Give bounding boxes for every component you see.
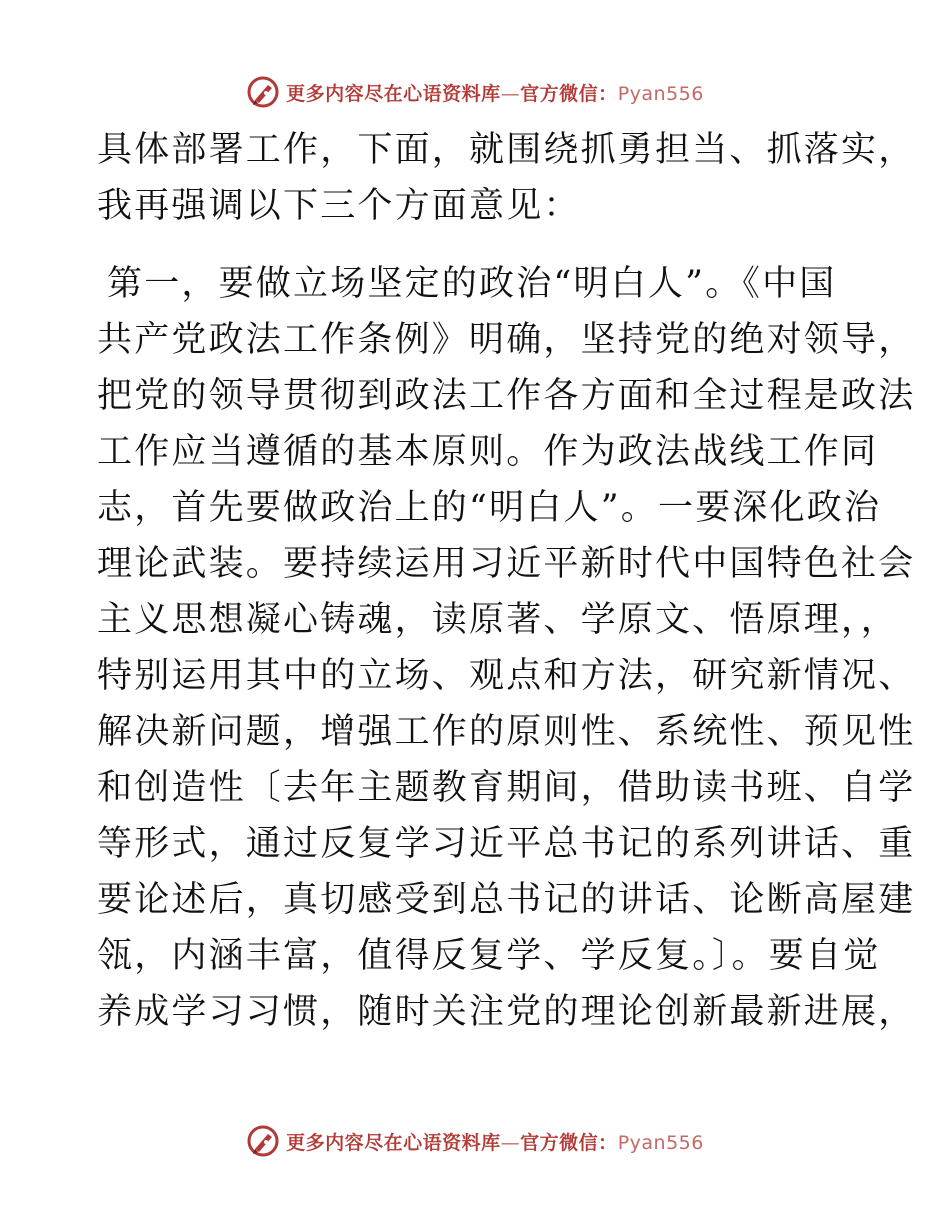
header-watermark-banner bbox=[0, 72, 950, 112]
text-line: 共产党政法工作条例》明确，坚持党的绝对领导， bbox=[97, 320, 916, 360]
text-line: 养成学习习惯，随时关注党的理论创新最新进展， bbox=[97, 992, 916, 1032]
watermark-text: 更多内容尽在心语资料库—官方微信：Pyan556 bbox=[286, 1131, 704, 1154]
paragraph-first-point bbox=[97, 256, 916, 1040]
text-line: 工作应当遵循的基本原则。作为政法战线工作同 bbox=[97, 432, 879, 472]
text-line: 等形式，通过反复学习近平总书记的系列讲话、重 bbox=[97, 824, 916, 864]
text-line: 我再强调以下三个方面意见： bbox=[97, 186, 581, 226]
text-line: 解决新问题，增强工作的原则性、系统性、预见性 bbox=[97, 712, 916, 752]
text-line: 志，首先要做政治上的“明白人”。一要深化政治 bbox=[97, 488, 882, 528]
text-line: 理论武装。要持续运用习近平新时代中国特色社会 bbox=[97, 544, 916, 584]
text-line: 具体部署工作，下面，就围绕抓勇担当、抓落实， bbox=[97, 130, 916, 170]
text-line: 把党的领导贯彻到政法工作各方面和全过程是政法 bbox=[97, 376, 916, 416]
pen-circle-logo-icon bbox=[246, 75, 280, 109]
paragraph-intro bbox=[97, 122, 916, 234]
watermark-text: 更多内容尽在心语资料库—官方微信：Pyan556 bbox=[286, 82, 704, 105]
document-body bbox=[97, 122, 916, 1040]
text-line: 第一，要做立场坚定的政治“明白人”。《中国 bbox=[107, 264, 837, 304]
footer-watermark-banner bbox=[0, 1121, 950, 1161]
text-line: 和创造性〔去年主题教育期间，借助读书班、自学 bbox=[97, 768, 916, 808]
text-line: 主义思想凝心铸魂，读原著、学原文、悟原理，， bbox=[97, 600, 898, 640]
text-line: 要论述后，真切感受到总书记的讲话、论断高屋建 bbox=[97, 880, 916, 920]
text-line: 特别运用其中的立场、观点和方法，研究新情况、 bbox=[97, 656, 916, 696]
pen-circle-logo-icon bbox=[246, 1124, 280, 1158]
text-line: 瓴，内涵丰富，值得反复学、学反复。〕。要自觉 bbox=[97, 936, 881, 976]
